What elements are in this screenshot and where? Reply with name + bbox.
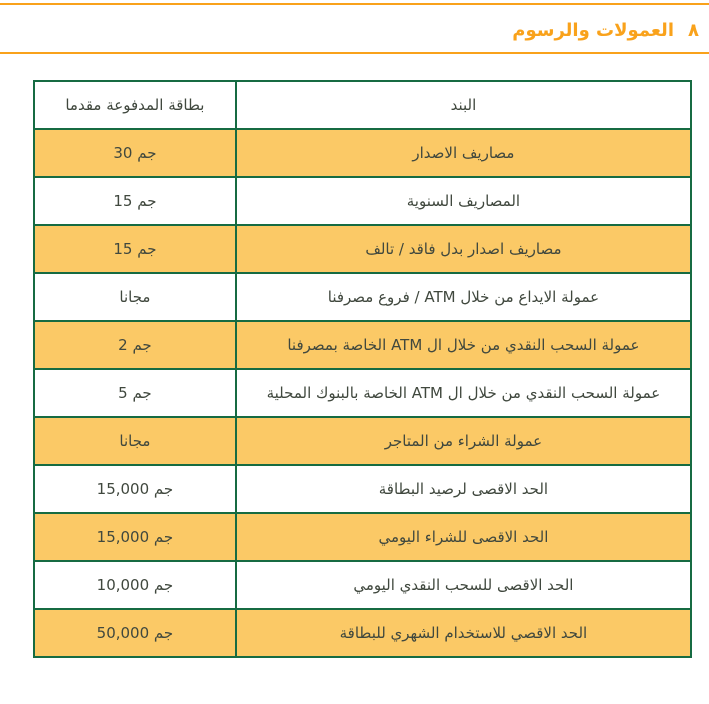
table-row <box>34 225 691 273</box>
value-cell: 15,000 جم <box>34 465 236 513</box>
value-cell: 15 جم <box>34 177 236 225</box>
item-cell: عمولة السحب النقدي من خلال ال ATM الخاصة بمصرفنا <box>236 321 691 369</box>
table-row <box>34 465 691 513</box>
value-cell: 2 جم <box>34 321 236 369</box>
value-cell: 50,000 جم <box>34 609 236 657</box>
value-cell: مجانا <box>34 273 236 321</box>
table-row <box>34 369 691 417</box>
item-cell: مصاريف اصدار بدل فاقد / تالف <box>236 225 691 273</box>
table-row <box>34 177 691 225</box>
item-column-header: البند <box>236 81 691 129</box>
section-title: العمولات والرسوم <box>512 20 674 41</box>
table-header-row <box>34 81 691 129</box>
value-cell: 10,000 جم <box>34 561 236 609</box>
item-cell: الحد الاقصى للسحب النقدي اليومي <box>236 561 691 609</box>
item-cell: الحد الاقصي للاستخدام الشهري للبطاقة <box>236 609 691 657</box>
item-cell: عمولة الايداع من خلال ATM / فروع مصرفنا <box>236 273 691 321</box>
section-header <box>0 17 699 45</box>
section-number: ٨ <box>688 20 699 41</box>
table-row <box>34 513 691 561</box>
title-divider <box>0 52 709 54</box>
table-row <box>34 273 691 321</box>
value-cell: 5 جم <box>34 369 236 417</box>
top-divider <box>0 3 709 5</box>
table-body <box>34 129 691 657</box>
value-cell: مجانا <box>34 417 236 465</box>
value-cell: 30 جم <box>34 129 236 177</box>
value-column-header: بطاقة المدفوعة مقدما <box>34 81 236 129</box>
item-cell: الحد الاقصى لرصيد البطاقة <box>236 465 691 513</box>
item-cell: عمولة السحب النقدي من خلال ال ATM الخاصة بالبنوك المحلية <box>236 369 691 417</box>
value-cell: 15,000 جم <box>34 513 236 561</box>
table-row <box>34 321 691 369</box>
table-row <box>34 417 691 465</box>
table-row <box>34 561 691 609</box>
item-cell: عمولة الشراء من المتاجر <box>236 417 691 465</box>
item-cell: مصاريف الاصدار <box>236 129 691 177</box>
item-cell: الحد الاقصى للشراء اليومي <box>236 513 691 561</box>
table-row <box>34 129 691 177</box>
fees-table <box>33 80 692 658</box>
value-cell: 15 جم <box>34 225 236 273</box>
table-row <box>34 609 691 657</box>
item-cell: المصاريف السنوية <box>236 177 691 225</box>
